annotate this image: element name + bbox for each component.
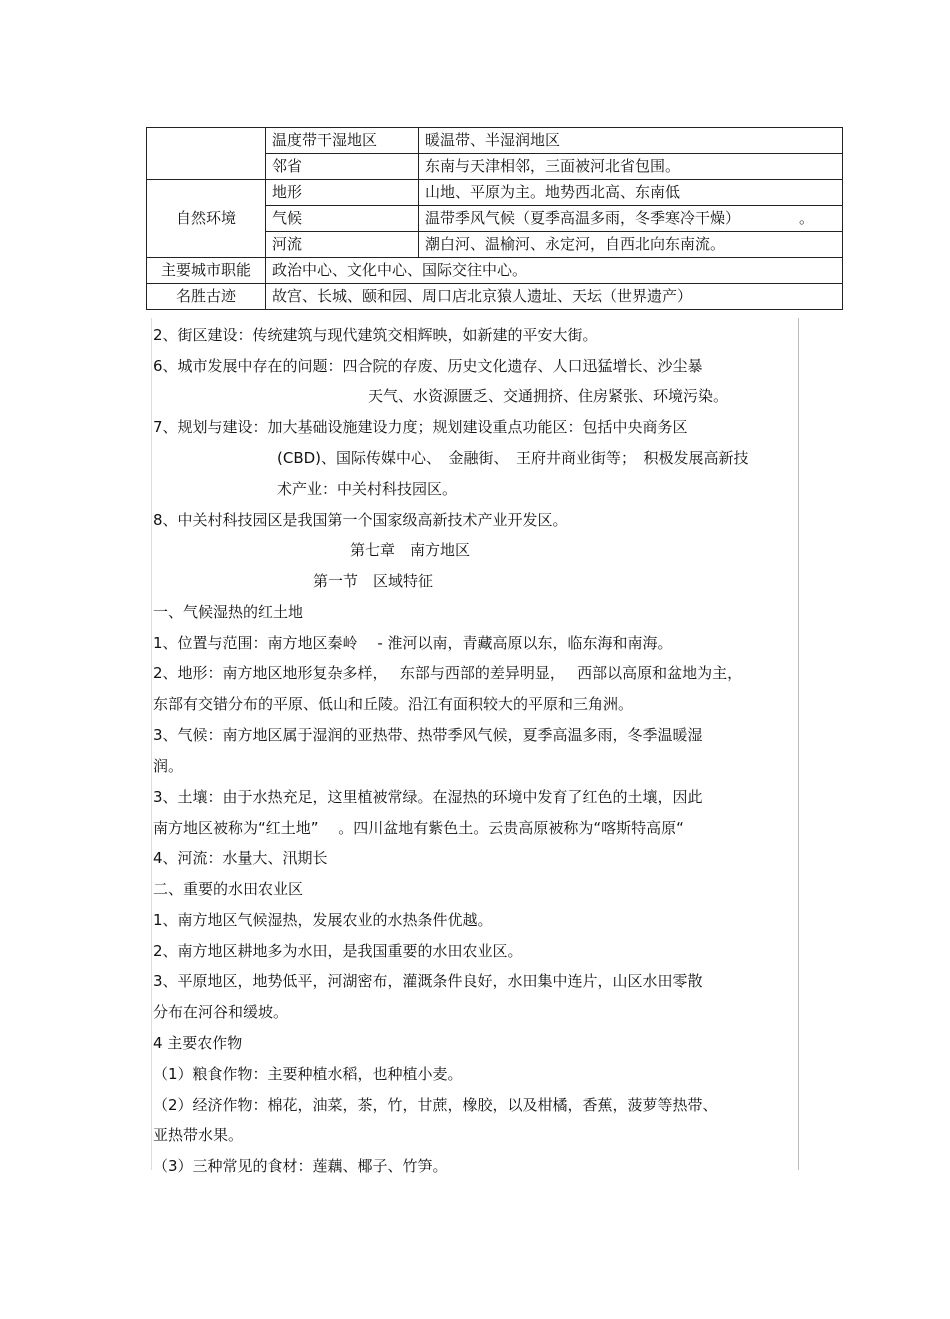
table-row [147, 180, 843, 206]
text-line: 7、规划与建设：加大基础设施建设力度；规划建设重点功能区：包括中央商务区 [153, 418, 688, 436]
heading: 一、气候湿热的红土地 [153, 603, 304, 621]
text-line: 润。 [153, 757, 184, 775]
text-line: 术产业：中关村科技园区。 [277, 480, 458, 498]
table-cell: 东南与天津相邻，三面被河北省包围。 [419, 154, 843, 180]
text-line: （3）三种常见的食材：莲藕、椰子、竹笋。 [153, 1157, 448, 1175]
table-cell: 地形 [266, 180, 419, 206]
text-line: 2、地形：南方地区地形复杂多样， 东部与西部的差异明显， 西部以高原和盆地为主， [153, 664, 743, 682]
table-cell-text: 温带季风气候（夏季高温多雨，冬季寒冷干燥） [425, 209, 741, 227]
table-cell: 潮白河、温榆河、永定河，自西北向东南流。 [419, 232, 843, 258]
table-cell: 河流 [266, 232, 419, 258]
table-row [147, 128, 843, 154]
text-line: （1）粮食作物：主要种植水稻，也种植小麦。 [153, 1065, 463, 1083]
text-line: 东部有交错分布的平原、低山和丘陵。沿江有面积较大的平原和三角洲。 [153, 695, 634, 713]
text-line: 2、街区建设：传统建筑与现代建筑交相辉映，如新建的平安大街。 [153, 326, 598, 344]
table-cell: 山地、平原为主。地势西北高、东南低 [419, 180, 843, 206]
text-line: 亚热带水果。 [153, 1126, 244, 1144]
table-cell: 暖温带、半湿润地区 [419, 128, 843, 154]
text-line: 3、土壤：由于水热充足，这里植被常绿。在湿热的环境中发育了红色的土壤，因此 [153, 788, 703, 806]
table-cell: 政治中心、文化中心、国际交往中心。 [266, 258, 843, 284]
table-cell-category: 自然环境 [147, 180, 266, 258]
text-line: 6、城市发展中存在的问题：四合院的存废、历史文化遗存、人口迅猛增长、沙尘暴 [153, 357, 703, 375]
heading: 二、重要的水田农业区 [153, 880, 304, 898]
text-line: 1、位置与范围：南方地区秦岭 - 淮河以南，青藏高原以东，临东海和南海。 [153, 634, 673, 652]
text-line: (CBD)、国际传媒中心、 金融街、 王府井商业街等； 积极发展高新技 [277, 449, 749, 467]
table-cell [419, 206, 843, 232]
text-line: 分布在河谷和缓坡。 [153, 1003, 289, 1021]
right-margin-rule [798, 318, 799, 1170]
text-line: 3、气候：南方地区属于湿润的亚热带、热带季风气候，夏季高温多雨，冬季温暖湿 [153, 726, 703, 744]
text-line: 南方地区被称为“红土地” 。四川盆地有紫色土。云贵高原被称为“喀斯特高原“ [153, 819, 684, 837]
table-cell: 故宫、长城、颐和园、周口店北京猿人遗址、天坛（世界遗产） [266, 284, 843, 310]
trailing-period: 。 [798, 209, 814, 227]
section-title: 第一节 区域特征 [313, 572, 434, 590]
text-line: 4、河流：水量大、汛期长 [153, 849, 328, 867]
table-cell-empty [147, 128, 266, 180]
table-cell: 气候 [266, 206, 419, 232]
table-cell: 邻省 [266, 154, 419, 180]
text-line: 1、南方地区气候湿热，发展农业的水热条件优越。 [153, 911, 493, 929]
chapter-title: 第七章 南方地区 [350, 541, 471, 559]
table-cell-category: 名胜古迹 [147, 284, 266, 310]
text-line: （2）经济作物：棉花，油菜，茶，竹，甘蔗，橡胶，以及柑橘，香蕉，菠萝等热带、 [153, 1096, 718, 1114]
heading: 4 主要农作物 [153, 1034, 243, 1052]
text-line: 天气、水资源匮乏、交通拥挤、住房紧张、环境污染。 [368, 387, 729, 405]
left-margin-rule [151, 318, 152, 1170]
text-line: 3、平原地区，地势低平，河湖密布，灌溉条件良好，水田集中连片，山区水田零散 [153, 972, 703, 990]
table-cell: 温度带干湿地区 [266, 128, 419, 154]
table-cell-category: 主要城市职能 [147, 258, 266, 284]
beijing-info-table [146, 127, 843, 310]
table-row [147, 284, 843, 310]
text-line: 8、中关村科技园区是我国第一个国家级高新技术产业开发区。 [153, 511, 568, 529]
text-line: 2、南方地区耕地多为水田，是我国重要的水田农业区。 [153, 942, 523, 960]
table-row [147, 258, 843, 284]
